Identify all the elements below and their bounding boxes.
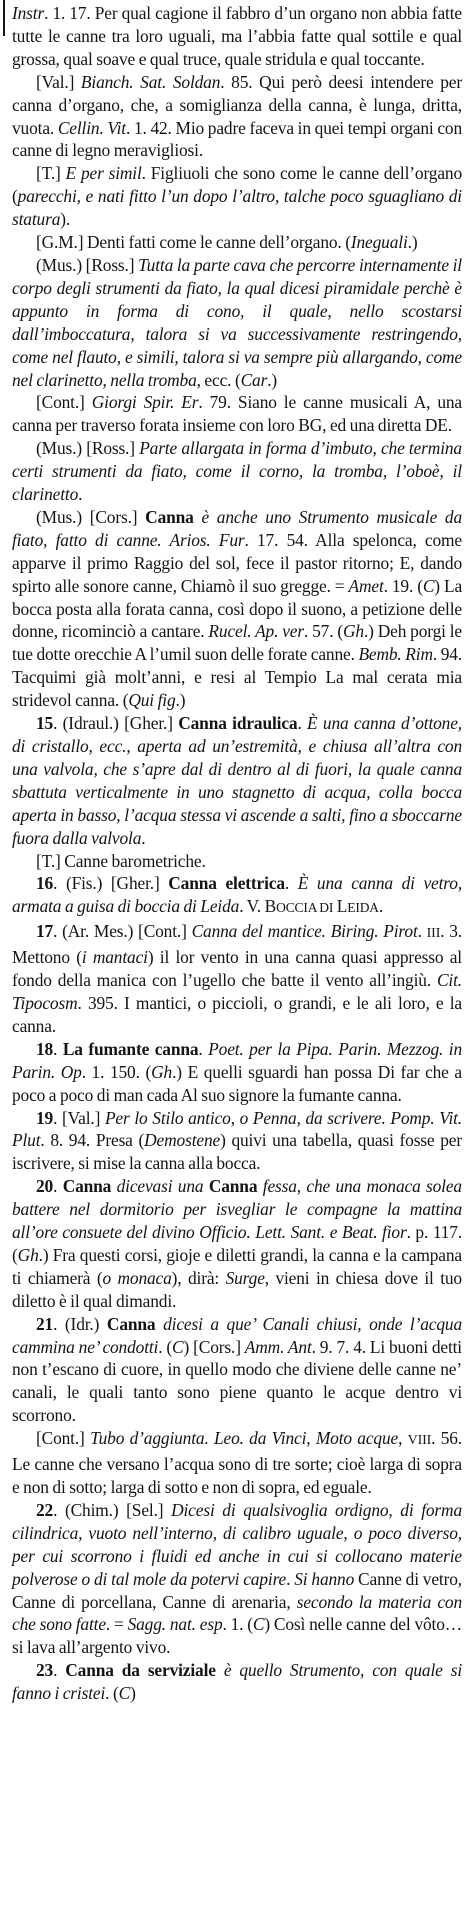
- text-column: [12, 2, 462, 1705]
- entry-paragraph-8: (Mus.) [Cors.] Canna è anche uno Strumento musicale da fiato, fatto di canne. Arios. Fur. 17. 54. Alla spelonca, come apparve il primo Raggio del sol, fece il pastor ritorno; E, dando spirto alle sonore canne, Chiamò il suo gregge. = Amet. 19. (C) La bocca posta alla forata canna, così dopo il suono, a petizione delle donne, ricominciò a cantare. Rucel. Ap. ver. 57. (Gh.) Deh porgi le tue dotte orecchie A l’umil suon delle forate canne. Bemb. Rim. 94. Tacquimi già molt’anni, e resi al Tempio La mal cerata mia stridevol canna. (Qui fig.): [12, 506, 463, 711]
- entry-paragraph-1: Instr. 1. 17. Per qual cagione il fabbro d’un organo non abbia fatte tutte le canne tra loro uguali, ma l’abbia fatte qual sottile e qual grossa, qual soave e qual truce, quale stridula e qual toccante.: [12, 3, 462, 69]
- entry-paragraph-2: [Val.] Bianch. Sat. Soldan. 85. Qui però deesi intendere per canna d’organo, che, a somiglianza della canna, è lunga, dritta, vuota. Cellin. Vit. 1. 42. Mio padre faceva in quei tempi organi con canne di legno meravigliosi.: [12, 71, 463, 161]
- entry-paragraph-5: (Mus.) [Ross.] Tutta la parte cava che percorre internamente il corpo degli strumenti da fiato, la qual dicesi piramidale perchè è appunto in forma di cono, il quale, nello scostarsi dall’imboccatura, talora si va successivamente restringendo, come nel flauto, e simili, talora si va sempre più allargando, come nel clarinetto, nella tromba, ecc. (Car.): [12, 254, 462, 390]
- entry-paragraph-6: [Cont.] Giorgi Spir. Er. 79. Siano le canne musicali A, una canna per traverso forata insieme con loro BG, ed una diretta DE.: [12, 392, 462, 436]
- entry-paragraph-9: 15. (Idraul.) [Gher.] Canna idraulica. È una canna d’ottone, di cristallo, ecc., aperta ad un’estremità, e chiusa all’altra con una valvola, che s’apre dal di dentro al di fuori, la quale canna sbattuta verticalmente in uno stagnetto di acqua, colla bocca aperta in basso, l’acqua stessa vi ascende a salti, fino a sboccarne fuora dalla valvola.: [12, 713, 462, 848]
- entry-paragraph-12: 17. (Ar. Mes.) [Cont.] Canna del mantice. Biring. Pirot. III. 3. Mettono (i mantaci) il lor vento in una canna quasi appresso al fondo della manica con l’ugello che batte il vento all’ingiù. Cit. Tipocosm. 395. I mantici, o piccioli, o grandi, e le ali loro, e la canna.: [12, 921, 462, 1036]
- entry-paragraph-10: [T.] Canne barometriche.: [36, 850, 206, 871]
- entry-paragraph-13: 18. La fumante canna. Poet. per la Pipa. Parin. Mezzog. in Parin. Op. 1. 150. (Gh.) E quelli sguardi han possa Di far che a poco a poco di man cada Al suo signore la fumante canna.: [12, 1038, 463, 1105]
- entry-paragraph-7: (Mus.) [Ross.] Parte allargata in forma d’imbuto, che termina certi strumenti da fiato, come il corno, la tromba, l’oboè, il clarinetto.: [12, 438, 462, 505]
- entry-paragraph-18: 22. (Chim.) [Sel.] Dicesi di qualsivoglia ordigno, di forma cilindrica, vuoto nell’interno, di calibro uguale, o poco diverso, per cui scorrono i fluidi ed anche in cui si collocano materie polverose o di tal mole da potervi capire. Si hanno Canne di vetro, Canne di porcellana, Canne di arenaria, secondo la materia con che sono fatte. = Sagg. nat. esp. 1. (C) Così nelle canne del vôto… si lava all’argento vivo.: [12, 1499, 463, 1658]
- entry-paragraph-3: [T.] E per simil. Figliuoli che sono come le canne dell’organo (parecchi, e nati fitto l’un dopo l’altro, talche poco sguagliano di statura).: [12, 163, 463, 230]
- entry-paragraph-15: 20. Canna dicevasi una Canna fessa, che una monaca solea battere nel dormitorio per isvegliar le compagne la mattina all’ore consuete del divino Officio. Lett. Sant. e Beat. fior. p. 117. (Gh.) Fra questi corsi, gioje e diletti grandi, la canna e la campana ti chiamerà (o monaca), dirà: Surge, vieni in chiesa dove il tuo diletto è il qual dimandi.: [12, 1176, 463, 1311]
- entry-paragraph-14: 19. [Val.] Per lo Stilo antico, o Penna, da scrivere. Pomp. Vit. Plut. 8. 94. Presa (Demostene) quivi una tabella, quasi fosse per iscrivere, si mise la canna alla bocca.: [12, 1107, 463, 1174]
- entry-paragraph-11: 16. (Fis.) [Gher.] Canna elettrica. È una canna di vetro, armata a guisa di boccia di Leida. V. BOCCIA DI LEIDA.: [12, 873, 463, 917]
- entry-paragraph-19: 23. Canna da serviziale è quello Strumento, con quale si fanno i cristei. (C): [12, 1660, 462, 1704]
- entry-paragraph-17: [Cont.] Tubo d’aggiunta. Leo. da Vinci, Moto acque, VIII. 56. Le canne che versano l’acqua sono di tre sorte; cioè larga di sopra e non di sotto; larga di sotto e non di sopra, ed eguale.: [12, 1428, 462, 1497]
- entry-paragraph-4: [G.M.] Denti fatti come le canne dell’organo. (Ineguali.): [36, 232, 418, 253]
- entry-paragraph-16: 21. (Idr.) Canna dicesi a que’ Canali chiusi, onde l’acqua cammina ne’ condotti. (C) [Cors.] Amm. Ant. 9. 7. 4. Li buoni detti non t’escano di cuore, in quello modo che diviene delle canne ne’ canali, le quali tanto sono piene quanto le acque dentro vi scorrono.: [12, 1313, 463, 1426]
